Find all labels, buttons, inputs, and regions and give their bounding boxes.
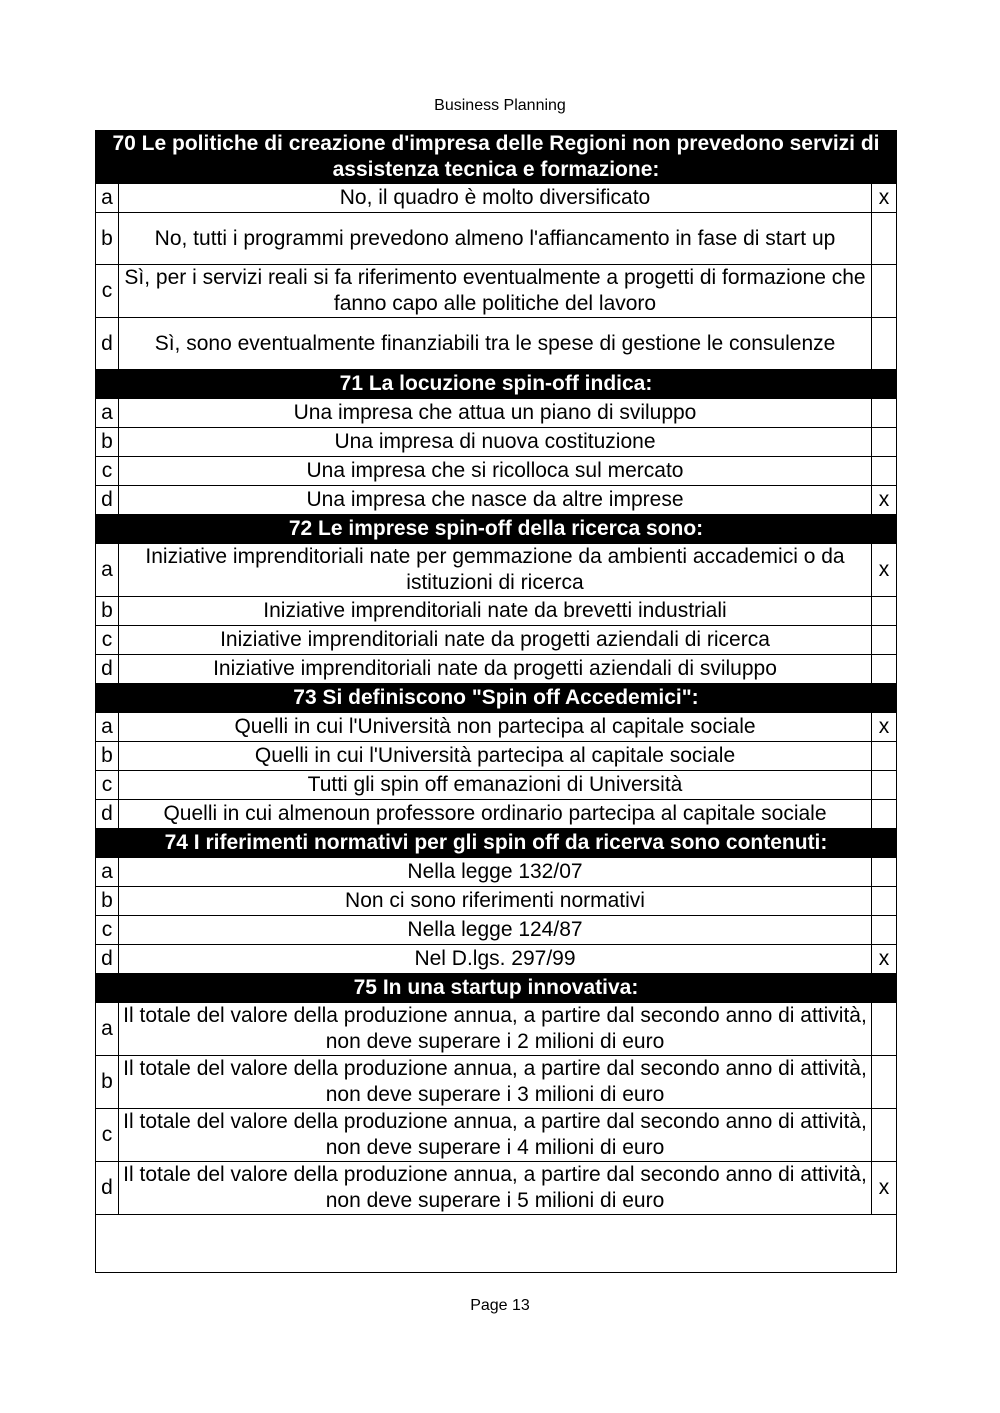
- answer-letter: c: [96, 1109, 119, 1162]
- answer-mark: [872, 265, 897, 318]
- answer-text: No, il quadro è molto diversificato: [119, 184, 872, 213]
- answer-letter: c: [96, 265, 119, 318]
- answer-mark: x: [872, 486, 897, 515]
- answer-text: Iniziative imprenditoriali nate da progetti aziendali di sviluppo: [119, 655, 872, 684]
- answer-row: [96, 265, 897, 318]
- answer-mark: [872, 318, 897, 370]
- answer-row: [96, 399, 897, 428]
- answer-row: [96, 916, 897, 945]
- answer-row: [96, 544, 897, 597]
- answer-row: [96, 597, 897, 626]
- question-text: 75 In una startup innovativa:: [96, 974, 897, 1003]
- answer-mark: [872, 428, 897, 457]
- answer-mark: x: [872, 713, 897, 742]
- answer-letter: a: [96, 184, 119, 213]
- answer-letter: b: [96, 887, 119, 916]
- answer-row: [96, 457, 897, 486]
- answer-text: Una impresa di nuova costituzione: [119, 428, 872, 457]
- answer-mark: [872, 742, 897, 771]
- answer-mark: [872, 771, 897, 800]
- answer-text: Sì, per i servizi reali si fa riferimento eventualmente a progetti di formazione che fanno capo alle politiche del lavoro: [119, 265, 872, 318]
- answer-row: [96, 1056, 897, 1109]
- question-text: 72 Le imprese spin-off della ricerca sono:: [96, 515, 897, 544]
- question-row: [96, 370, 897, 399]
- answer-row: [96, 1109, 897, 1162]
- answer-letter: c: [96, 771, 119, 800]
- answer-letter: d: [96, 1162, 119, 1215]
- answer-row: [96, 213, 897, 265]
- answer-mark: x: [872, 1162, 897, 1215]
- answer-letter: d: [96, 655, 119, 684]
- answer-text: Quelli in cui l'Università partecipa al capitale sociale: [119, 742, 872, 771]
- quiz-table: [95, 130, 897, 1273]
- answer-text: Nella legge 132/07: [119, 858, 872, 887]
- answer-row: [96, 713, 897, 742]
- answer-text: Sì, sono eventualmente finanziabili tra le spese di gestione le consulenze: [119, 318, 872, 370]
- answer-row: [96, 486, 897, 515]
- answer-letter: a: [96, 858, 119, 887]
- answer-mark: x: [872, 544, 897, 597]
- answer-row: [96, 626, 897, 655]
- page-header: Business Planning: [434, 97, 566, 114]
- answer-text: Il totale del valore della produzione annua, a partire dal secondo anno di attività, non deve superare i 5 milioni di euro: [119, 1162, 872, 1215]
- answer-letter: d: [96, 800, 119, 829]
- question-row: [96, 684, 897, 713]
- question-row: [96, 515, 897, 544]
- answer-mark: [872, 887, 897, 916]
- answer-mark: [872, 916, 897, 945]
- answer-text: Quelli in cui almenoun professore ordinario partecipa al capitale sociale: [119, 800, 872, 829]
- answer-text: Il totale del valore della produzione annua, a partire dal secondo anno di attività, non deve superare i 4 milioni di euro: [119, 1109, 872, 1162]
- answer-mark: [872, 1056, 897, 1109]
- answer-text: Iniziative imprenditoriali nate da brevetti industriali: [119, 597, 872, 626]
- answer-letter: c: [96, 626, 119, 655]
- answer-row: [96, 858, 897, 887]
- answer-letter: a: [96, 399, 119, 428]
- answer-text: Il totale del valore della produzione annua, a partire dal secondo anno di attività, non deve superare i 3 milioni di euro: [119, 1056, 872, 1109]
- answer-letter: c: [96, 916, 119, 945]
- answer-text: No, tutti i programmi prevedono almeno l'affiancamento in fase di start up: [119, 213, 872, 265]
- answer-text: Tutti gli spin off emanazioni di Università: [119, 771, 872, 800]
- question-row: [96, 131, 897, 184]
- answer-letter: b: [96, 1056, 119, 1109]
- answer-row: [96, 887, 897, 916]
- answer-row: [96, 945, 897, 974]
- answer-text: Nella legge 124/87: [119, 916, 872, 945]
- answer-letter: d: [96, 945, 119, 974]
- answer-letter: d: [96, 486, 119, 515]
- answer-row: [96, 771, 897, 800]
- answer-letter: d: [96, 318, 119, 370]
- question-text: 70 Le politiche di creazione d'impresa delle Regioni non prevedono servizi di assistenza tecnica e formazione:: [96, 131, 897, 184]
- answer-mark: [872, 1109, 897, 1162]
- answer-mark: [872, 655, 897, 684]
- question-row: [96, 974, 897, 1003]
- answer-letter: b: [96, 213, 119, 265]
- answer-row: [96, 318, 897, 370]
- answer-row: [96, 655, 897, 684]
- answer-letter: b: [96, 742, 119, 771]
- question-row: [96, 829, 897, 858]
- answer-row: [96, 184, 897, 213]
- answer-mark: [872, 858, 897, 887]
- answer-letter: a: [96, 713, 119, 742]
- question-text: 73 Si definiscono "Spin off Accedemici":: [96, 684, 897, 713]
- empty-row: [96, 1215, 897, 1273]
- answer-mark: [872, 800, 897, 829]
- page-number: Page 13: [470, 1297, 530, 1314]
- answer-mark: [872, 457, 897, 486]
- answer-letter: b: [96, 428, 119, 457]
- answer-row: [96, 428, 897, 457]
- answer-letter: a: [96, 1003, 119, 1056]
- answer-row: [96, 1003, 897, 1056]
- answer-text: Iniziative imprenditoriali nate per gemmazione da ambienti accademici o da istituzioni di ricerca: [119, 544, 872, 597]
- answer-letter: c: [96, 457, 119, 486]
- question-text: 71 La locuzione spin-off indica:: [96, 370, 897, 399]
- answer-mark: x: [872, 945, 897, 974]
- answer-text: Nel D.lgs. 297/99: [119, 945, 872, 974]
- answer-mark: [872, 597, 897, 626]
- empty-cell: [96, 1215, 897, 1273]
- answer-letter: a: [96, 544, 119, 597]
- answer-text: Una impresa che nasce da altre imprese: [119, 486, 872, 515]
- answer-text: Una impresa che si ricolloca sul mercato: [119, 457, 872, 486]
- answer-text: Quelli in cui l'Università non partecipa al capitale sociale: [119, 713, 872, 742]
- answer-text: Non ci sono riferimenti normativi: [119, 887, 872, 916]
- answer-mark: [872, 1003, 897, 1056]
- answer-text: Una impresa che attua un piano di sviluppo: [119, 399, 872, 428]
- answer-row: [96, 800, 897, 829]
- answer-text: Iniziative imprenditoriali nate da progetti aziendali di ricerca: [119, 626, 872, 655]
- answer-letter: b: [96, 597, 119, 626]
- answer-mark: [872, 399, 897, 428]
- answer-mark: [872, 213, 897, 265]
- answer-row: [96, 1162, 897, 1215]
- answer-mark: x: [872, 184, 897, 213]
- answer-mark: [872, 626, 897, 655]
- answer-text: Il totale del valore della produzione annua, a partire dal secondo anno di attività, non deve superare i 2 milioni di euro: [119, 1003, 872, 1056]
- question-text: 74 I riferimenti normativi per gli spin off da ricerva sono contenuti:: [96, 829, 897, 858]
- answer-row: [96, 742, 897, 771]
